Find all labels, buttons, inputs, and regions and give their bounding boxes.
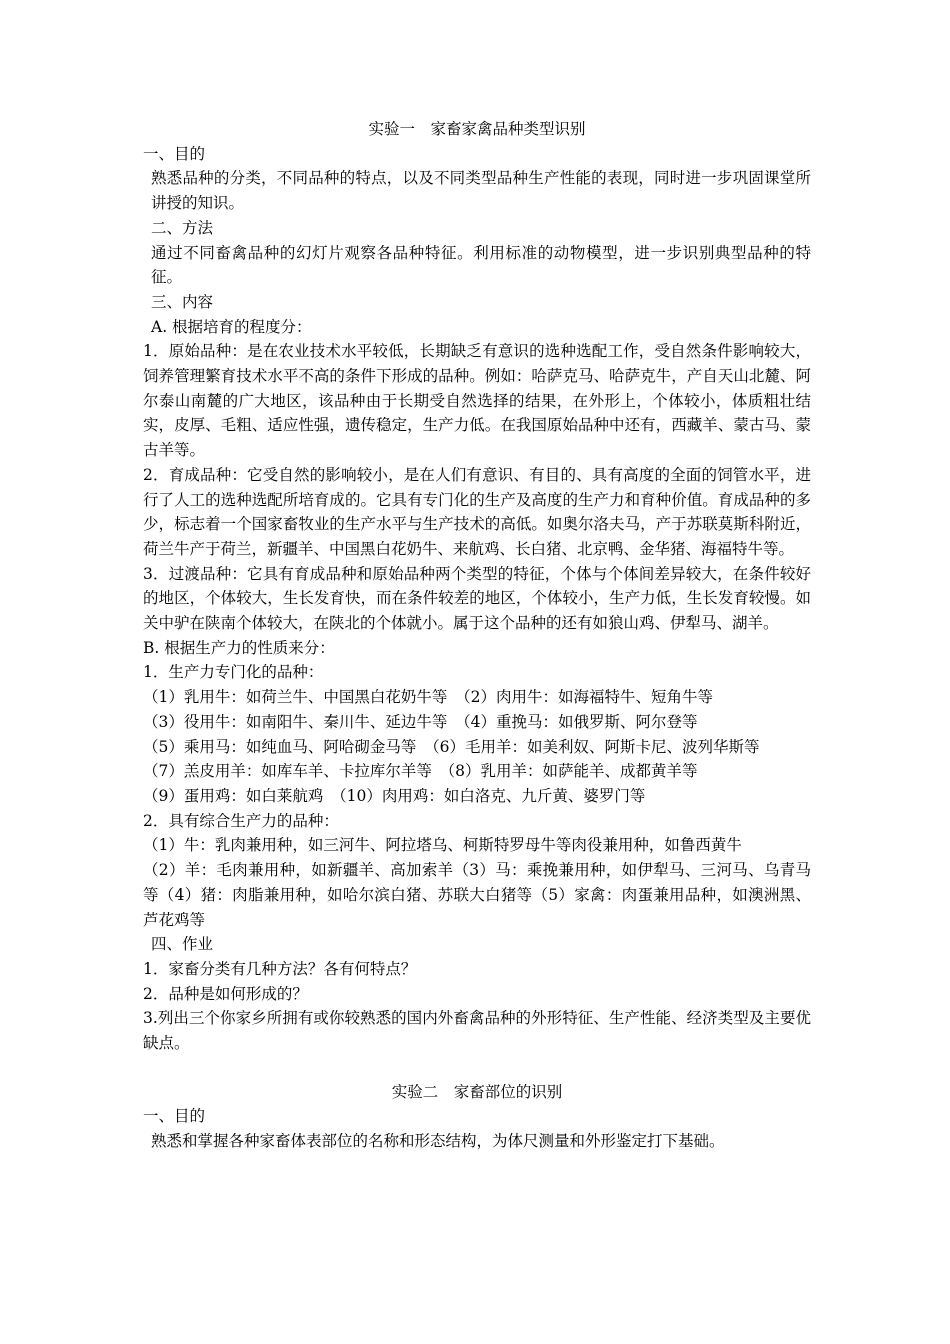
specialized-line-5: （9）蛋用鸡：如白莱航鸡 （10）肉用鸡：如白洛克、九斤黄、婆罗门等 — [143, 786, 646, 805]
specialized-line-2: （3）役用牛：如南阳牛、秦川牛、延边牛等 （4）重挽马：如俄罗斯、阿尔登等 — [143, 712, 698, 731]
heading-section-a: A. 根据培育的程度分： — [151, 317, 312, 336]
paragraph-transitional-breed: 3．过渡品种：它具有育成品种和原始品种两个类型的特征，个体与个体间差异较大，在条件较好的地区，个体较大，生长发育快，而在条件较差的地区，个体较小，生产力低，生长发育较慢。如关中驴在陕南个体较大，在陕北的个体就小。属于这个品种的还有如狼山鸡、伊犁马、湖羊。 — [143, 564, 811, 633]
homework-1: 1．家畜分类有几种方法？各有何特点？ — [143, 959, 417, 978]
specialized-heading: 1．生产力专门化的品种： — [143, 663, 324, 682]
homework-2: 2．品种是如何形成的？ — [143, 984, 308, 1003]
specialized-line-4: （7）羔皮用羊：如库车羊、卡拉库尔羊等 （8）乳用羊：如萨能羊、成都黄羊等 — [143, 762, 698, 781]
experiment-2-title: 实验二 家畜部位的识别 — [391, 1082, 563, 1101]
section-gap — [143, 1056, 811, 1080]
method-text: 通过不同畜禽品种的幻灯片观察各品种特征。利用标准的动物模型，进一步识别典型品种的特征。 — [151, 243, 811, 287]
heading-section-b: B. 根据生产力的性质来分： — [143, 638, 335, 657]
paragraph-bred-breed: 2．育成品种：它受自然的影响较小，是在人们有意识、有目的、具有高度的全面的饲管水平，进行了人工的选种选配所培育成的。它具有专门化的生产及高度的生产力和育种价值。育成品种的多少，标志着一个国家畜牧业的生产水平与生产技术的高低。如奥尔洛夫马，产于苏联莫斯科附近，荷兰牛产于荷兰，新疆羊、中国黑白花奶牛、来航鸡、长白猪、北京鸭、金华猪、海福特牛等。 — [143, 465, 811, 558]
combined-line-2: （2）羊：毛肉兼用种，如新疆羊、高加索羊（3）马：乘挽兼用种，如伊犁马、三河马、乌青马等（4）猪：肉脂兼用种，如哈尔滨白猪、苏联大白猪等（5）家禽：肉蛋兼用品种，如澳洲黑、芦花鸡等 — [143, 861, 811, 929]
combined-line-1: （1）牛：乳肉兼用种，如三河牛、阿拉塔乌、柯斯特罗母牛等肉役兼用种，如鲁西黄牛 — [143, 836, 742, 855]
specialized-line-3: （5）乘用马：如纯血马、阿哈砌金马等 （6）毛用羊：如美利奴、阿斯卡尼、波列华斯等 — [143, 737, 760, 756]
heading-content: 三、内容 — [151, 292, 214, 311]
purpose-text: 熟悉品种的分类，不同品种的特点，以及不同类型品种生产性能的表现，同时进一步巩固课堂所讲授的知识。 — [151, 169, 811, 213]
combined-heading: 2．具有综合生产力的品种： — [143, 811, 339, 830]
homework-3: 3.列出三个你家乡所拥有或你较熟悉的国内外畜禽品种的外形特征、生产性能、经济类型及主要优缺点。 — [143, 1009, 811, 1053]
paragraph-original-breed: 1．原始品种：是在农业技术水平较低，长期缺乏有意识的选种选配工作，受自然条件影响较大，饲养管理繁育技术水平不高的条件下形成的品种。例如：哈萨克马、哈萨克牛，产自天山北麓、阿尔泰山南麓的广大地区，该品种由于长期受自然选择的结果，在外形上，个体较小，体质粗壮结实，皮厚、毛粗、适应性强，遗传稳定，生产力低。在我国原始品种中还有，西藏羊、蒙古马、蒙古羊等。 — [143, 342, 811, 460]
exp2-purpose-text: 熟悉和掌握各种家畜体表部位的名称和形态结构，为体尺测量和外形鉴定打下基础。 — [151, 1132, 725, 1151]
exp2-heading-purpose: 一、目的 — [143, 1107, 206, 1126]
heading-homework: 四、作业 — [151, 935, 214, 954]
specialized-line-1: （1）乳用牛：如荷兰牛、中国黑白花奶牛等 （2）肉用牛：如海福特牛、短角牛等 — [143, 688, 713, 707]
experiment-1-title: 实验一 家畜家禽品种类型识别 — [368, 120, 586, 138]
heading-method: 二、方法 — [151, 218, 214, 237]
heading-purpose: 一、目的 — [143, 144, 206, 163]
document-body — [143, 117, 811, 1154]
